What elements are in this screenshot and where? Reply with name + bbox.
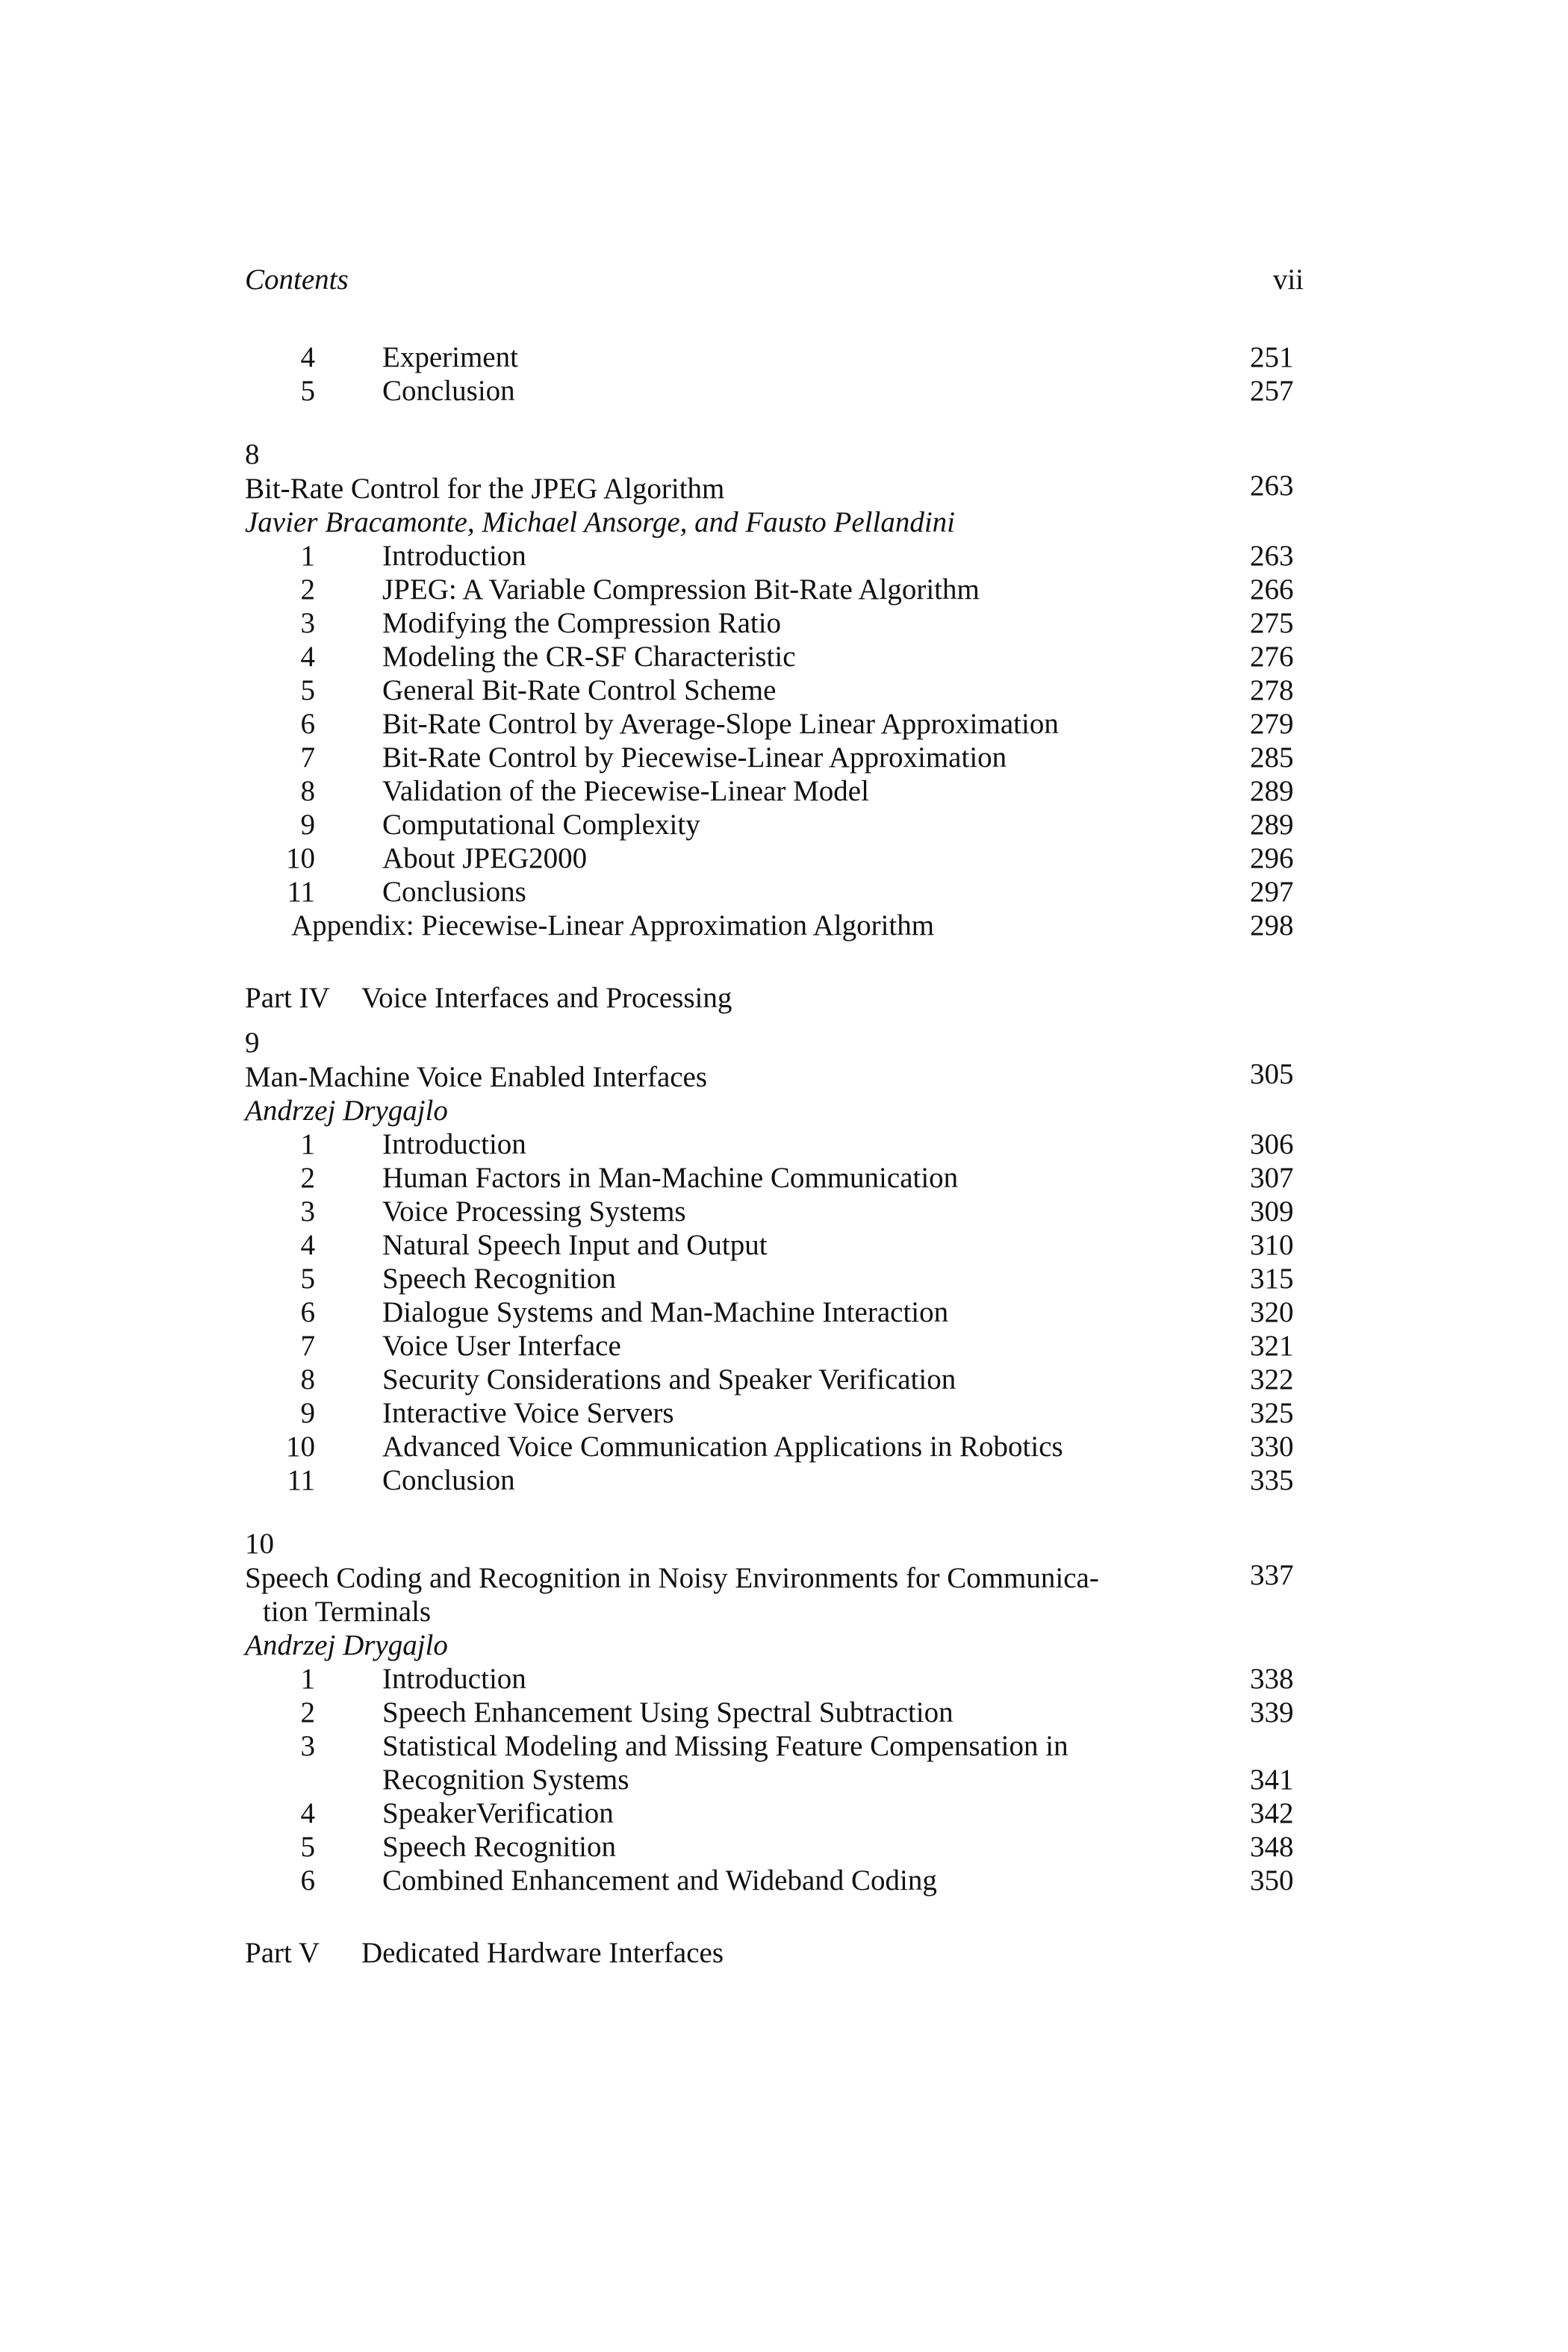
toc-entry[interactable] [245,374,1310,408]
toc-entry[interactable] [245,707,1310,741]
section-page: 296 [1250,842,1294,874]
section-number: 2 [300,1162,315,1194]
section-page: 266 [1250,573,1294,606]
part-title: Dedicated Hardware Interfaces [361,1937,724,1969]
chapter-authors: Andrzej Drygajlo [245,1095,448,1127]
section-number: 6 [300,708,315,740]
section-number: 9 [300,809,315,841]
section-page: 257 [1250,375,1294,407]
section-title: Voice User Interface [382,1330,621,1362]
section-number: 4 [300,341,315,373]
toc-entry[interactable] [245,673,1310,707]
section-number: 7 [300,741,315,774]
section-title: Statistical Modeling and Missing Feature Compensation in Recognition Systems [382,1730,1068,1796]
section-number: 8 [300,1363,315,1396]
toc-entry[interactable] [245,1796,1310,1830]
section-title: General Bit-Rate Control Scheme [382,674,777,706]
toc-entry[interactable] [245,1696,1310,1729]
section-title: Conclusions [382,876,526,908]
toc-entry[interactable] [245,1430,1310,1463]
section-page: 339 [1250,1696,1294,1729]
toc-entry[interactable] [245,774,1310,808]
section-title: Dialogue Systems and Man-Machine Interaction [382,1296,949,1328]
section-page: 289 [1250,775,1294,807]
section-page: 350 [1250,1864,1294,1897]
section-page: 307 [1250,1162,1294,1194]
section-page: 309 [1250,1195,1294,1228]
section-number: 5 [300,1263,315,1295]
section-number: 2 [300,573,315,606]
section-title: Advanced Voice Communication Applications in Robotics [382,1431,1063,1463]
section-title: Introduction [382,1128,526,1160]
section-page: 325 [1250,1397,1294,1429]
toc-entry[interactable] [245,1161,1310,1195]
section-page: 263 [1250,540,1294,572]
toc-entry[interactable] [245,1295,1310,1329]
section-number: 6 [300,1296,315,1328]
section-number: 1 [300,1128,315,1160]
chapter-heading[interactable] [245,1060,1310,1094]
running-title: Contents [245,264,349,296]
section-title: Conclusion [382,1464,515,1496]
section-number: 2 [300,1696,315,1729]
part-title: Voice Interfaces and Processing [361,982,732,1014]
section-title: Speech Recognition [382,1263,617,1295]
section-page: 275 [1250,607,1294,639]
part-label: Part V [245,1937,320,1969]
section-number: 9 [300,1397,315,1429]
page-header [245,263,1310,308]
section-page: 276 [1250,641,1294,673]
section-page: 320 [1250,1296,1294,1328]
chapter-authors: Javier Bracamonte, Michael Ansorge, and Fausto Pellandini [245,506,955,538]
chapter-8 [245,438,1310,942]
chapter-title [245,1562,1175,1628]
section-title: Experiment [382,341,518,373]
section-title: Interactive Voice Servers [382,1397,674,1429]
toc-entry[interactable] [245,875,1310,909]
section-page: 315 [1250,1263,1294,1295]
chapter-heading[interactable] [245,472,1310,505]
section-page: 310 [1250,1229,1294,1261]
section-title: Speech Recognition [382,1831,617,1863]
chapter-heading[interactable] [245,1561,1310,1628]
chapter-title: Bit-Rate Control for the JPEG Algorithm [245,473,725,505]
toc-entry[interactable] [245,606,1310,640]
toc-entry[interactable] [245,539,1310,573]
section-page: 278 [1250,674,1294,706]
section-number: 6 [300,1864,315,1897]
toc-entry[interactable] [245,1396,1310,1430]
section-number: 1 [300,1663,315,1695]
toc-entry[interactable] [245,1195,1310,1228]
section-page: 285 [1250,741,1294,774]
section-title: Security Considerations and Speaker Verification [382,1363,956,1396]
section-number: 4 [300,1797,315,1829]
toc-entry[interactable] [245,1864,1310,1897]
section-number: 11 [287,876,315,908]
section-number: 10 [286,842,315,874]
section-number: 8 [300,775,315,807]
toc-entry[interactable] [245,1329,1310,1363]
appendix-title: Appendix: Piecewise-Linear Approximation Algorithm [291,909,935,942]
toc-entry[interactable] [245,1729,1310,1796]
chapter-authors: Andrzej Drygajlo [245,1629,448,1661]
chapter-title: Man-Machine Voice Enabled Interfaces [245,1061,708,1093]
section-number: 7 [300,1330,315,1362]
chapter-page: 263 [1250,470,1294,502]
section-title: About JPEG2000 [382,842,588,874]
section-number: 3 [300,1195,315,1228]
page-folio: vii [1272,264,1304,296]
section-page: 297 [1250,876,1294,908]
section-number: 5 [300,1831,315,1863]
part-4-heading[interactable] [245,981,1310,1020]
toc-entry[interactable] [245,808,1310,841]
toc-entry[interactable] [245,741,1310,774]
toc-entry[interactable] [245,573,1310,606]
section-page: 348 [1250,1831,1294,1863]
chapter-number: 8 [245,438,260,470]
toc-entry[interactable] [245,1662,1310,1696]
section-page: 289 [1250,809,1294,841]
section-title: JPEG: A Variable Compression Bit-Rate Algorithm [382,573,980,606]
toc-entry[interactable] [245,1127,1310,1161]
toc-entry[interactable] [245,1363,1310,1396]
section-page: 342 [1250,1797,1294,1829]
chapter-9 [245,1026,1310,1497]
part-5-heading[interactable] [245,1936,1310,1975]
section-title: Voice Processing Systems [382,1195,686,1228]
section-number: 1 [300,540,315,572]
section-number: 3 [300,607,315,639]
section-page: 306 [1250,1128,1294,1160]
chapter-page: 305 [1250,1058,1294,1090]
chapter-number: 10 [245,1528,274,1560]
section-page: 321 [1250,1330,1294,1362]
toc-page [245,263,1310,1975]
part-label: Part IV [245,982,330,1014]
section-page: 279 [1250,708,1294,740]
section-number: 4 [300,641,315,673]
section-title: Validation of the Piecewise-Linear Model [382,775,869,807]
section-title: Computational Complexity [382,809,700,841]
section-number: 10 [286,1431,315,1463]
section-title: Combined Enhancement and Wideband Coding [382,1864,937,1897]
section-title: Bit-Rate Control by Average-Slope Linear Approximation [382,708,1059,740]
chapter-title-line-2: tion Terminals [263,1596,432,1628]
section-number: 5 [300,375,315,407]
section-title: Introduction [382,1663,526,1695]
section-title: Modifying the Compression Ratio [382,607,782,639]
section-number: 4 [300,1229,315,1261]
chapter-title-line-1: Speech Coding and Recognition in Noisy Environments for Communica- [245,1562,1099,1594]
toc-entry-appendix[interactable] [245,909,1310,942]
toc-entry[interactable] [245,340,1310,374]
section-number: 3 [300,1730,315,1762]
chapter-number: 9 [245,1027,260,1059]
appendix-page: 298 [1250,909,1294,942]
toc-entry[interactable] [245,1463,1310,1497]
section-title: Bit-Rate Control by Piecewise-Linear Approximation [382,741,1007,774]
toc-entry[interactable] [245,1830,1310,1864]
section-page: 338 [1250,1663,1294,1695]
toc-entry[interactable] [245,841,1310,875]
section-page: 322 [1250,1363,1294,1396]
section-title: Natural Speech Input and Output [382,1229,768,1261]
section-title: Speech Enhancement Using Spectral Subtraction [382,1696,953,1729]
section-number: 11 [287,1464,315,1496]
chapter-page: 337 [1250,1559,1294,1591]
section-number: 5 [300,674,315,706]
chapter-7-sections [245,340,1310,408]
toc-entry[interactable] [245,640,1310,673]
section-title: Conclusion [382,375,515,407]
section-title: Modeling the CR-SF Characteristic [382,641,796,673]
chapter-10 [245,1527,1310,1897]
section-title: Human Factors in Man-Machine Communication [382,1162,959,1194]
section-page: 335 [1250,1464,1294,1496]
section-page: 330 [1250,1431,1294,1463]
section-title: SpeakerVerification [382,1797,614,1829]
section-page: 251 [1250,341,1294,373]
toc-entry[interactable] [245,1228,1310,1262]
section-page: 341 [1250,1764,1294,1796]
toc-entry[interactable] [245,1262,1310,1295]
section-title: Introduction [382,540,526,572]
